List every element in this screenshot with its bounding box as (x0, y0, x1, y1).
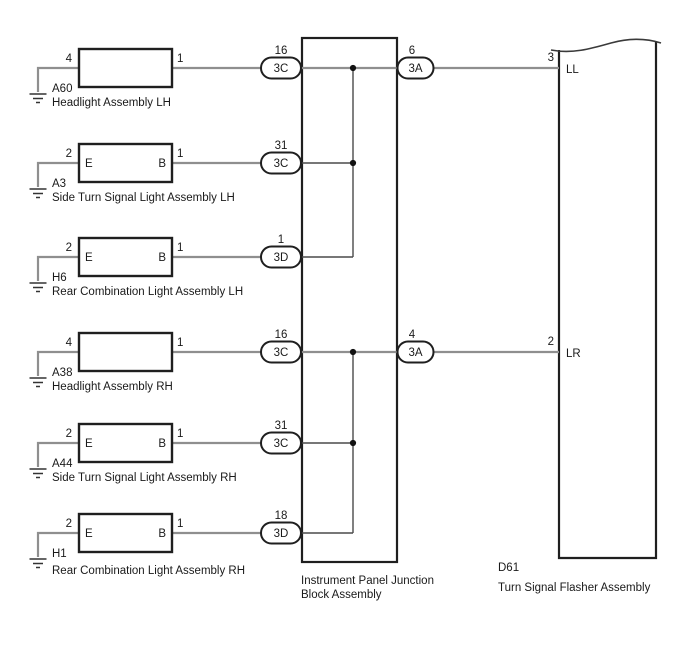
junction-pin-label: 18 (274, 510, 288, 522)
component-name: Rear Combination Light Assembly LH (52, 286, 244, 298)
component-name: Headlight Assembly RH (52, 381, 173, 393)
terminal-b-label: B (158, 438, 166, 450)
component-code: H6 (52, 272, 67, 284)
junction-block-label-line2: Block Assembly (301, 589, 382, 601)
connector-label: 3C (273, 438, 289, 450)
junction-dot-3 (350, 349, 356, 355)
junction-dot-2 (350, 160, 356, 166)
connector-label: 3C (273, 63, 289, 75)
ground-symbol-icon-4 (30, 378, 47, 387)
connector-label: 3A (408, 63, 423, 75)
flasher-torn-edge-icon (551, 39, 661, 51)
connector-label: 3C (273, 158, 289, 170)
flasher-terminal-label: LR (566, 348, 581, 360)
terminal-e-label: E (85, 528, 93, 540)
component-code: A44 (52, 458, 73, 470)
component-name: Side Turn Signal Light Assembly LH (52, 192, 235, 204)
terminal-e-label: E (85, 158, 93, 170)
connector-label: 3A (408, 347, 423, 359)
component-name: Side Turn Signal Light Assembly RH (52, 472, 237, 484)
component-name: Rear Combination Light Assembly RH (52, 565, 246, 577)
ground-pin-label: 2 (65, 242, 72, 254)
component-sideturn-rh (52, 420, 301, 484)
connector-label: 3D (273, 528, 289, 540)
component-rearcomb-lh (52, 234, 301, 298)
ground-symbol-icon-1 (30, 94, 47, 103)
ground-pin-label: 2 (65, 518, 72, 530)
flasher-outline (559, 42, 656, 558)
junction-pin-label: 1 (277, 234, 285, 246)
ground-pin-label: 2 (65, 148, 72, 160)
component-code: A38 (52, 367, 73, 379)
flasher-code: D61 (498, 562, 520, 574)
terminal-b-label: B (158, 528, 166, 540)
ground-pin-label: 2 (65, 428, 72, 440)
component-sideturn-lh (52, 140, 301, 204)
component-code: A3 (52, 178, 67, 190)
component-headlight-rh (52, 329, 301, 393)
junction-pin-label: 4 (408, 329, 416, 341)
component-code: H1 (52, 548, 67, 560)
terminal-b-label: B (158, 158, 166, 170)
junction-pin-label: 31 (274, 140, 288, 152)
junction-pin-label: 16 (274, 329, 288, 341)
junction-dot-1 (350, 65, 356, 71)
connector-label: 3C (273, 347, 289, 359)
output-pin-label: 1 (177, 242, 184, 254)
flasher-link-lr (398, 329, 581, 363)
component-headlight-lh (52, 45, 301, 109)
junction-pin-label: 31 (274, 420, 288, 432)
output-pin-label: 1 (177, 53, 184, 65)
ground-symbol-icon-2 (30, 189, 47, 198)
component-box (79, 49, 172, 87)
flasher-terminal-label: LL (566, 64, 579, 76)
flasher-pin-label: 3 (547, 52, 554, 64)
ground-symbol-icon-3 (30, 283, 47, 292)
output-pin-label: 1 (177, 428, 184, 440)
flasher-pin-label: 2 (547, 336, 554, 348)
ground-pin-label: 4 (65, 337, 72, 349)
terminal-e-label: E (85, 252, 93, 264)
terminal-b-label: B (158, 252, 166, 264)
component-code: A60 (52, 83, 73, 95)
junction-pin-label: 16 (274, 45, 288, 57)
flasher-name: Turn Signal Flasher Assembly (498, 582, 651, 594)
output-pin-label: 1 (177, 337, 184, 349)
output-pin-label: 1 (177, 518, 184, 530)
output-pin-label: 1 (177, 148, 184, 160)
component-rearcomb-rh (52, 510, 301, 577)
junction-block-label-line1: Instrument Panel Junction (301, 575, 434, 587)
junction-dot-4 (350, 440, 356, 446)
ground-symbol-icon-5 (30, 469, 47, 478)
terminal-e-label: E (85, 438, 93, 450)
ground-pin-label: 4 (65, 53, 72, 65)
connector-label: 3D (273, 252, 289, 264)
junction-pin-label: 6 (408, 45, 416, 57)
component-box (79, 333, 172, 371)
ground-symbol-icon-6 (30, 559, 47, 568)
junction-block-outline (302, 38, 397, 562)
component-name: Headlight Assembly LH (52, 97, 171, 109)
